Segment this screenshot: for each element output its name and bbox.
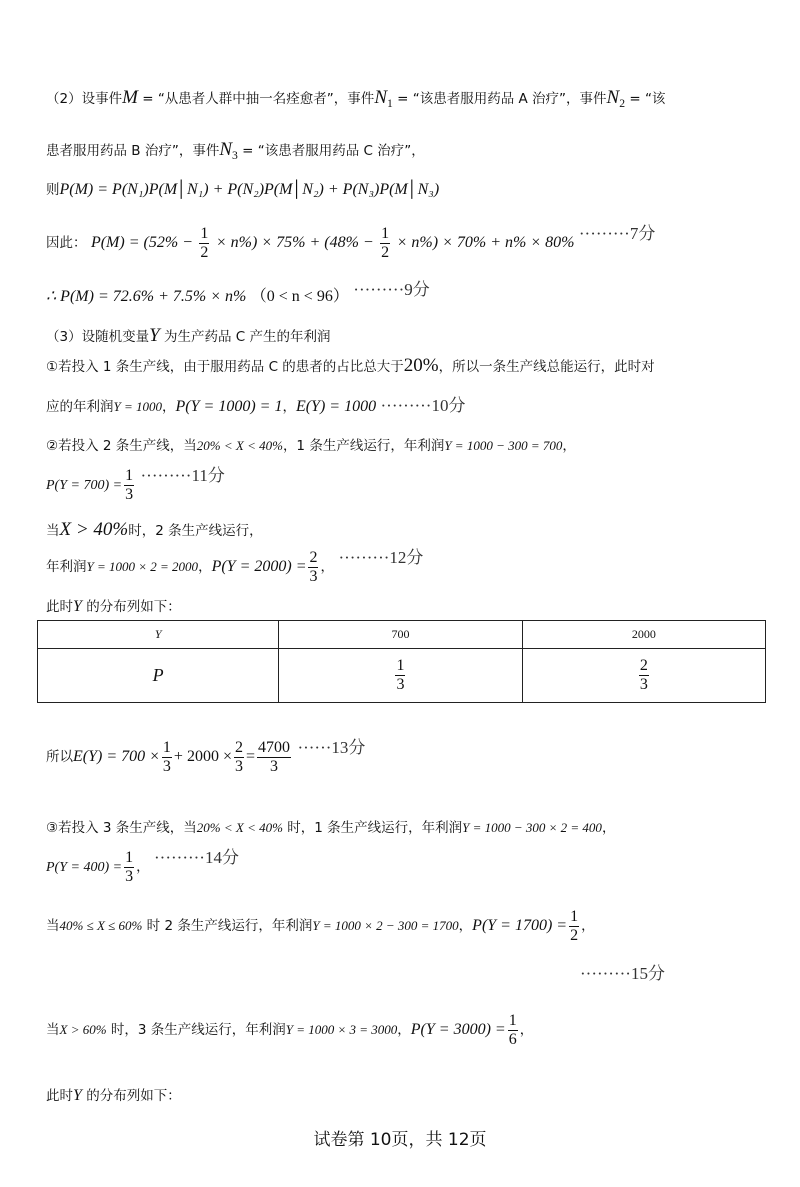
denominator: 2 (200, 243, 209, 261)
math-symbol-M: M (122, 87, 138, 108)
denominator: 3 (125, 867, 134, 885)
formula: Y = 1000 × 3 = 3000 (285, 1022, 398, 1037)
numerator: 1 (162, 738, 171, 756)
table-row-values (38, 621, 766, 649)
numerator: 1 (125, 466, 134, 484)
case3-line3: 当40% ≤ X ≤ 60% 时 2 条生产线运行，年利润Y = 1000 × 2 − 300 = 1700，P(Y = 1700) = $\frac{1}{2}$ ， (46, 907, 595, 944)
fraction (569, 908, 579, 945)
text: 应的年利润 (46, 399, 114, 415)
case1-line2: 应的年利润Y = 1000，P(Y = 1000) = 1，E(Y) = 1000 ·········10分 (46, 396, 466, 415)
condition: X > 40% (59, 519, 129, 540)
text: ，所以一条生产线总能运行，此时对 (438, 359, 655, 375)
text: ，1 条生产线运行，年利润 (282, 438, 445, 454)
denominator: 6 (508, 1030, 517, 1048)
fraction (124, 467, 134, 504)
condition: 40% ≤ X ≤ 60% (59, 918, 143, 933)
formula: Y = 1000 − 300 × 2 = 400 (462, 820, 602, 835)
formula: Y = 1000 × 2 − 300 = 1700 (312, 918, 459, 933)
text: 时 2 条生产线运行，年利润 (142, 918, 313, 934)
formula: E(Y) = 700 × (73, 748, 160, 765)
formula: E(Y) = 1000 (295, 398, 377, 415)
denominator: 3 (309, 567, 318, 585)
expected-value-line (46, 736, 365, 777)
value-cell: 700 (279, 621, 522, 649)
formula: P(Y = 1700) = (472, 917, 568, 934)
fraction-one-half (199, 225, 209, 262)
formula: P(M) = P(N₁)P(M│N₁) + P(N₂)P(M│N₂) + P(N₃)P(M│N₃) (59, 181, 440, 198)
text: 此时 (46, 599, 73, 615)
denominator: 2 (381, 243, 390, 261)
denominator: 3 (125, 485, 134, 503)
text: 时，1 条生产线运行，年利润 (282, 820, 463, 836)
text: 当 (46, 523, 60, 539)
formula: Y = 1000 (113, 399, 163, 414)
case3-prob-400: P(Y = 400) = $\frac{1}{3}$ ， ·········14分 (46, 848, 239, 885)
numerator: 1 (396, 657, 405, 674)
case3-line1: ③若投入 3 条生产线，当20% < X < 40% 时，1 条生产线运行，年利润Y = 1000 − 300 × 2 = 400， (46, 820, 616, 836)
case1-line1 (46, 356, 655, 377)
row-label-P: P (38, 649, 279, 703)
text: 因此： (46, 235, 87, 251)
fraction (162, 739, 172, 776)
numerator: 4700 (258, 738, 290, 756)
probability-result (46, 280, 430, 307)
denominator: 3 (162, 757, 171, 775)
fraction (124, 849, 134, 886)
numerator: 1 (508, 1011, 517, 1029)
text: 时，3 条生产线运行，年利润 (106, 1022, 286, 1038)
subscript: 3 (232, 148, 238, 162)
fraction-one-half (380, 225, 390, 262)
math-symbol-N1: N (374, 87, 387, 108)
score-marker: ·········11分 (140, 466, 225, 485)
text: ②若投入 2 条生产线，当 (46, 438, 197, 454)
text: 时，2 条生产线运行， (128, 523, 263, 539)
page-footer: 试卷第 10页，共 12页 (313, 1130, 487, 1150)
distribution-intro-1 (46, 597, 181, 617)
numerator: 1 (381, 224, 390, 242)
probability-expression (46, 222, 655, 263)
fraction (234, 739, 244, 776)
text: = “该患者服用药品 C 治疗”， (237, 143, 425, 159)
case3-score-15 (580, 964, 665, 985)
math-symbol-Y: Y (149, 325, 160, 346)
case2-line4: 年利润Y = 1000 × 2 = 2000，P(Y = 2000) = $\frac{2}{3}$ ， ·········12分 (46, 548, 424, 585)
fraction (395, 657, 405, 694)
text: （2）设事件 (46, 91, 123, 107)
value-cell: 2000 (522, 621, 765, 649)
text: 当 (46, 918, 60, 934)
fraction (257, 739, 291, 776)
formula: × n%) × 70% + n% × 80% (396, 234, 575, 251)
text: 患者服用药品 B 治疗”，事件 (46, 143, 220, 159)
distribution-table (37, 620, 766, 703)
math-symbol-Y: Y (73, 598, 82, 615)
percent: 20% (403, 355, 439, 376)
formula: Y = 1000 × 2 = 2000 (86, 559, 199, 574)
condition: X > 60% (59, 1022, 107, 1037)
numerator: 1 (200, 224, 209, 242)
formula: ∴ P(M) = 72.6% + 7.5% × n% (46, 288, 247, 305)
text: 的分布列如下： (81, 1088, 181, 1104)
numerator: 2 (309, 548, 318, 566)
event-definition-line-2 (46, 140, 425, 166)
numerator: 1 (125, 848, 134, 866)
score-marker: ······13分 (297, 738, 366, 757)
equals: = (245, 748, 255, 765)
numerator: 1 (570, 907, 579, 925)
case3-line5: 当X > 60% 时，3 条生产线运行，年利润Y = 1000 × 3 = 3000，P(Y = 3000) = $\frac{1}{6}$ ， (46, 1011, 534, 1048)
fraction (639, 657, 649, 694)
fraction (508, 1012, 518, 1049)
case2-prob-700 (46, 464, 225, 506)
probability-cell (522, 649, 765, 703)
text: ①若投入 1 条生产线，由于服用药品 C 的患者的占比总大于 (46, 359, 404, 375)
case2-line1: ②若投入 2 条生产线，当20% < X < 40%，1 条生产线运行，年利润Y = 1000 − 300 = 700， (46, 438, 576, 454)
math-symbol-N2: N (606, 87, 620, 108)
fraction (308, 549, 318, 586)
text: = “该 (625, 91, 666, 107)
score-marker: ·········14分 (154, 848, 239, 867)
case2-line3 (46, 520, 263, 541)
distribution-intro-2 (46, 1086, 181, 1106)
denominator: 3 (234, 757, 243, 775)
event-definition-line-1 (46, 88, 665, 114)
text: 则 (46, 182, 60, 198)
total-probability-formula (46, 180, 439, 200)
math-symbol-Y: Y (73, 1087, 82, 1104)
text: 的分布列如下： (81, 599, 181, 615)
condition: 20% < X < 40% (196, 438, 283, 453)
probability-cell (279, 649, 522, 703)
part3-intro (46, 326, 330, 347)
score-marker: ·········12分 (338, 548, 424, 567)
text: = “该患者服用药品 A 治疗”，事件 (392, 91, 607, 107)
formula: P(Y = 3000) = (410, 1021, 506, 1038)
score-marker: ·········10分 (380, 396, 466, 415)
text: 年利润 (46, 559, 87, 575)
formula: × n%) × 75% + (48% − (215, 234, 374, 251)
formula: P(M) = (52% − (90, 234, 193, 251)
formula: + 2000 × (173, 748, 232, 765)
formula: P(Y = 1000) = 1 (175, 398, 283, 415)
score-marker: ·········15分 (580, 964, 665, 983)
text: （3）设随机变量 (46, 329, 150, 345)
text: 此时 (46, 1088, 73, 1104)
formula: P(Y = 2000) = (211, 558, 307, 575)
math-symbol-N3: N (219, 139, 233, 160)
subscript: 1 (387, 96, 393, 110)
numerator: 2 (234, 738, 243, 756)
denominator: 2 (570, 926, 579, 944)
denominator: 3 (270, 757, 278, 775)
subscript: 2 (619, 96, 626, 110)
denominator: 3 (396, 676, 405, 693)
formula: P(Y = 400) = (46, 860, 123, 875)
text: 所以 (46, 749, 73, 765)
condition: 20% < X < 40% (196, 820, 283, 835)
denominator: 3 (639, 676, 648, 693)
formula: P(Y = 700) = (46, 478, 123, 493)
numerator: 2 (639, 657, 648, 674)
text: ③若投入 3 条生产线，当 (46, 820, 197, 836)
score-marker: ·········7分 (578, 224, 656, 243)
score-marker: ·········9分 (353, 280, 430, 299)
table-row-probabilities (38, 649, 766, 703)
row-label-Y: Y (38, 621, 279, 649)
text: 当 (46, 1022, 60, 1038)
range: （0 < n < 96） (250, 288, 349, 305)
text: 为生产药品 C 产生的年利润 (159, 329, 331, 345)
text: = “从患者人群中抽一名痊愈者”，事件 (137, 91, 375, 107)
formula: Y = 1000 − 300 = 700 (444, 438, 563, 453)
